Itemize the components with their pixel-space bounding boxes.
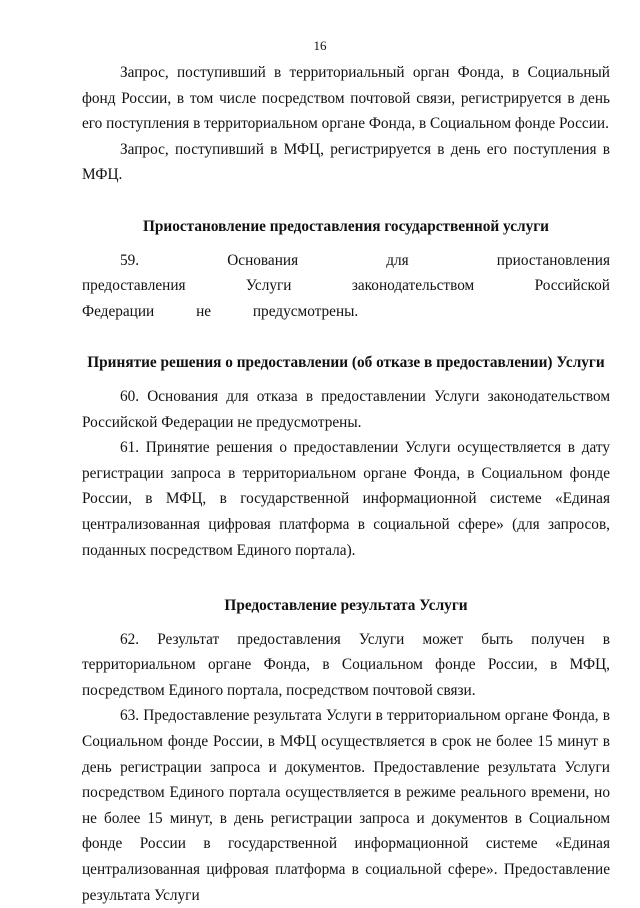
paragraph-request-fund: Запрос, поступивший в территориальный орган Фонда, в Социальный фонд России, в том числе посредством почтовой связи, регистрируется в день его поступления в территориальном органе Фонда, в Социальном фонде России. xyxy=(82,64,610,133)
paragraph-62: 62. Результат предоставления Услуги может быть получен в территориальном органе Фонда, в Социальном фонде России, в МФЦ, посредством Единого портала, посредством почтовой связи. xyxy=(82,630,610,699)
paragraph-61: 61. Принятие решения о предоставлении Услуги осуществляется в дату регистрации запроса в территориальном органе Фонда, в Социальном фонде России, в МФЦ, в государственной информационной системе «Единая централизованная цифровая платформа в социальной сфере» (для запросов, поданных посредством Единого портала). xyxy=(82,439,610,559)
page-number: 16 xyxy=(313,38,327,53)
paragraph-60: 60. Основания для отказа в предоставлении Услуги законодательством Российской Федерации не предусмотрены. xyxy=(82,387,610,431)
heading-suspension: Приостановление предоставления государственной услуги xyxy=(143,217,549,235)
paragraph-request-mfc: Запрос, поступивший в МФЦ, регистрируется в день его поступления в МФЦ. xyxy=(82,140,610,184)
heading-decision: Принятие решения о предоставлении (об отказе в предоставлении) Услуги xyxy=(87,354,605,372)
paragraph-63: 63. Предоставление результата Услуги в территориальном органе Фонда, в Социальном фонде России, в МФЦ осуществляется в срок не более 15 минут в день регистрации запроса и документов. Предоставление результата Услуги посредством Единого портала осуществляется в режиме реального времени, но не более 15 минут, в день регистрации запроса и документов в Социальном фонде России в государственной информационной системе «Единая централизованная цифровая платформа в социальной сфере». Предоставление результата Услуги xyxy=(82,707,610,904)
document-body xyxy=(82,60,610,908)
paragraph-59: 59. Основания для приостановления предоставления Услуги законодательством Российской Федерации не предусмотрены. xyxy=(82,251,610,320)
heading-result: Предоставление результата Услуги xyxy=(224,597,468,615)
